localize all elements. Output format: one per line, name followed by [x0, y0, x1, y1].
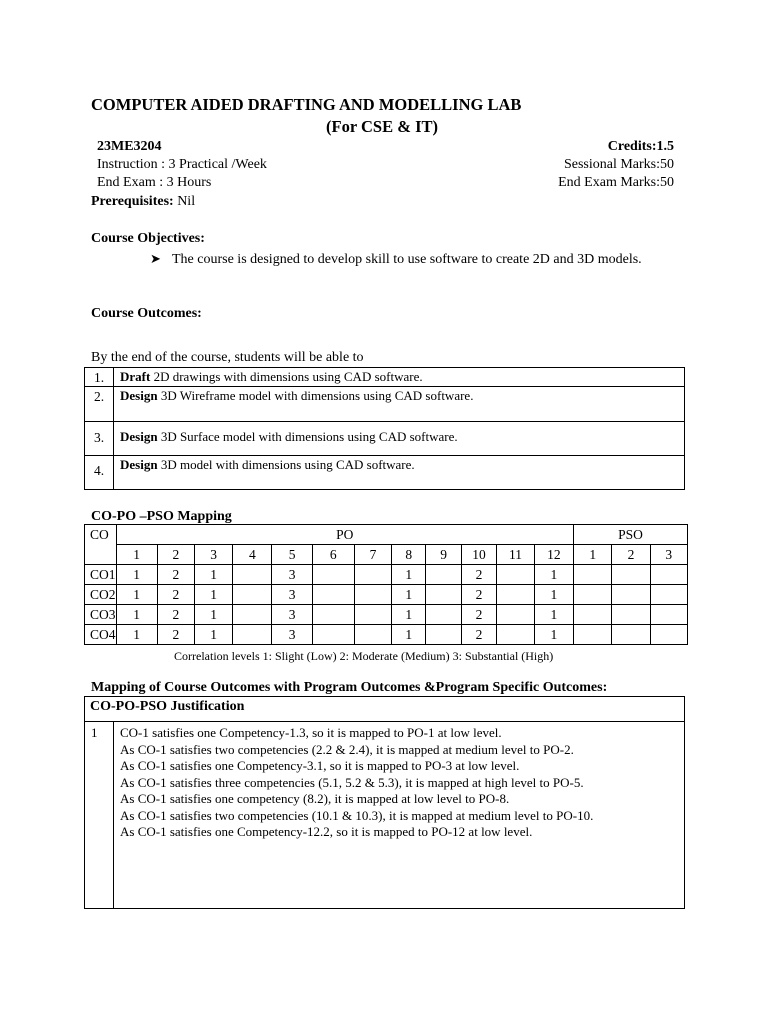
instruction-hours: Instruction : 3 Practical /Week — [97, 157, 267, 172]
mapping-heading: CO-PO –PSO Mapping — [91, 509, 232, 524]
po-value: 1 — [534, 585, 573, 605]
po-number: 7 — [354, 545, 391, 565]
po-value — [426, 585, 461, 605]
po-value: 1 — [194, 565, 232, 585]
prerequisites-value: Nil — [173, 194, 196, 209]
justification-line: CO-1 satisfies one Competency-1.3, so it is mapped to PO-1 at low level. — [120, 725, 502, 740]
po-value — [233, 625, 272, 645]
outcome-text: 2D drawings with dimensions using CAD software. — [150, 369, 423, 384]
justification-line: As CO-1 satisfies two competencies (10.1 & 10.3), it is mapped at medium level to PO-10. — [120, 807, 594, 823]
table-row — [85, 565, 688, 585]
pso-number: 1 — [574, 545, 612, 565]
justification-text — [114, 722, 685, 909]
po-value — [312, 625, 354, 645]
po-value: 1 — [194, 605, 232, 625]
objectives-heading: Course Objectives: — [91, 231, 205, 246]
pso-value — [574, 605, 612, 625]
pso-value — [612, 585, 650, 605]
po-number: 8 — [392, 545, 426, 565]
pso-value — [612, 565, 650, 585]
co-po-pso-mapping-table — [84, 524, 688, 645]
prerequisites-label: Prerequisites: — [91, 194, 174, 209]
justification-line: As CO-1 satisfies one competency (8.2), it is mapped at low level to PO-8. — [120, 791, 510, 806]
pso-value — [650, 605, 687, 625]
pso-value — [574, 625, 612, 645]
outcome-number: 1. — [85, 368, 114, 387]
outcome-text: 3D Wireframe model with dimensions using CAD software. — [157, 388, 474, 403]
outcome-verb: Draft — [120, 369, 151, 384]
po-number: 11 — [497, 545, 534, 565]
po-number: 12 — [534, 545, 573, 565]
po-value: 2 — [157, 585, 194, 605]
outcome-text: 3D model with dimensions using CAD software. — [157, 457, 415, 472]
table-row — [85, 722, 685, 909]
po-value: 1 — [534, 625, 573, 645]
po-value: 1 — [116, 585, 157, 605]
po-value: 2 — [157, 625, 194, 645]
prerequisites — [91, 193, 195, 211]
pso-value — [574, 585, 612, 605]
justification-heading: Mapping of Course Outcomes with Program Outcomes &Program Specific Outcomes: — [91, 680, 608, 695]
po-value: 1 — [116, 625, 157, 645]
po-value — [497, 585, 534, 605]
justification-number: 1 — [85, 722, 114, 909]
arrow-bullet-icon: ➤ — [150, 251, 161, 266]
mapping-body — [85, 565, 688, 645]
po-value — [426, 605, 461, 625]
po-value — [497, 625, 534, 645]
co-header: CO — [85, 525, 117, 565]
pso-value — [574, 565, 612, 585]
po-value: 1 — [116, 565, 157, 585]
po-value — [233, 565, 272, 585]
outcomes-intro: By the end of the course, students will be able to — [91, 350, 364, 365]
pso-number: 3 — [650, 545, 687, 565]
po-value: 1 — [194, 585, 232, 605]
po-value — [312, 585, 354, 605]
po-value: 2 — [461, 605, 496, 625]
table-row — [85, 605, 688, 625]
po-value: 1 — [392, 605, 426, 625]
table-row — [85, 368, 685, 387]
po-value — [354, 585, 391, 605]
justification-line: As CO-1 satisfies one Competency-12.2, so it is mapped to PO-12 at low level. — [120, 824, 533, 839]
outcome-description — [114, 422, 685, 456]
document-title: COMPUTER AIDED DRAFTING AND MODELLING LAB — [91, 95, 522, 114]
justification-table — [84, 696, 685, 909]
po-number: 10 — [461, 545, 496, 565]
outcome-verb: Design — [120, 388, 158, 403]
outcome-number: 4. — [85, 456, 114, 490]
outcome-description — [114, 368, 685, 387]
po-header: PO — [116, 525, 574, 545]
po-value: 3 — [272, 625, 312, 645]
justification-line: As CO-1 satisfies two competencies (2.2 & 2.4), it is mapped at medium level to PO-2. — [120, 741, 574, 757]
po-value: 2 — [461, 585, 496, 605]
po-value: 2 — [157, 605, 194, 625]
po-number: 6 — [312, 545, 354, 565]
outcome-verb: Design — [120, 429, 158, 444]
table-row — [85, 456, 685, 490]
po-value — [312, 605, 354, 625]
po-number: 4 — [233, 545, 272, 565]
table-row — [85, 625, 688, 645]
outcome-number: 2. — [85, 387, 114, 422]
po-value: 2 — [157, 565, 194, 585]
po-value — [426, 625, 461, 645]
outcome-text: 3D Surface model with dimensions using CAD software. — [157, 429, 458, 444]
po-number: 9 — [426, 545, 461, 565]
pso-number: 2 — [612, 545, 650, 565]
po-value: 1 — [392, 565, 426, 585]
po-value — [233, 585, 272, 605]
po-value: 1 — [392, 625, 426, 645]
po-value: 1 — [116, 605, 157, 625]
pso-value — [650, 565, 687, 585]
po-value: 3 — [272, 605, 312, 625]
po-value — [426, 565, 461, 585]
po-value: 3 — [272, 565, 312, 585]
end-exam-duration: End Exam : 3 Hours — [97, 175, 212, 190]
pso-value — [612, 605, 650, 625]
pso-value — [650, 625, 687, 645]
table-row — [85, 585, 688, 605]
co-label: CO3 — [85, 605, 117, 625]
course-outcomes-table — [84, 367, 685, 490]
po-value: 1 — [392, 585, 426, 605]
table-row — [85, 545, 688, 565]
course-code: 23ME3204 — [97, 139, 162, 154]
table-row — [85, 697, 685, 722]
po-value — [354, 625, 391, 645]
pso-header: PSO — [574, 525, 688, 545]
po-value: 1 — [194, 625, 232, 645]
sessional-marks: Sessional Marks:50 — [563, 157, 674, 172]
objective-item: The course is designed to develop skill to use software to create 2D and 3D models. — [172, 252, 642, 267]
po-number: 5 — [272, 545, 312, 565]
po-value — [354, 565, 391, 585]
co-label: CO4 — [85, 625, 117, 645]
justification-line: As CO-1 satisfies one Competency-3.1, so it is mapped to PO-3 at low level. — [120, 758, 520, 773]
co-label: CO2 — [85, 585, 117, 605]
outcome-number: 3. — [85, 422, 114, 456]
pso-value — [650, 585, 687, 605]
end-exam-marks: End Exam Marks:50 — [558, 175, 674, 190]
po-value — [354, 605, 391, 625]
po-value — [233, 605, 272, 625]
table-row — [85, 387, 685, 422]
po-number: 3 — [194, 545, 232, 565]
po-value: 1 — [534, 565, 573, 585]
po-value: 2 — [461, 565, 496, 585]
po-value — [497, 605, 534, 625]
outcome-verb: Design — [120, 457, 158, 472]
po-value: 3 — [272, 585, 312, 605]
po-number: 2 — [157, 545, 194, 565]
justification-line: As CO-1 satisfies three competencies (5.1, 5.2 & 5.3), it is mapped at high level to PO-5. — [120, 774, 584, 790]
co-label: CO1 — [85, 565, 117, 585]
course-credits: Credits:1.5 — [607, 139, 674, 154]
correlation-note: Correlation levels 1: Slight (Low) 2: Moderate (Medium) 3: Substantial (High) — [174, 649, 554, 663]
outcome-description — [114, 387, 685, 422]
pso-value — [612, 625, 650, 645]
po-value — [312, 565, 354, 585]
outcome-description — [114, 456, 685, 490]
outcomes-heading: Course Outcomes: — [91, 306, 202, 321]
po-value: 1 — [534, 605, 573, 625]
table-row — [85, 525, 688, 545]
table-row — [85, 422, 685, 456]
po-value: 2 — [461, 625, 496, 645]
po-number: 1 — [116, 545, 157, 565]
justification-table-heading: CO-PO-PSO Justification — [85, 697, 685, 722]
document-subtitle: (For CSE & IT) — [326, 117, 438, 136]
po-value — [497, 565, 534, 585]
